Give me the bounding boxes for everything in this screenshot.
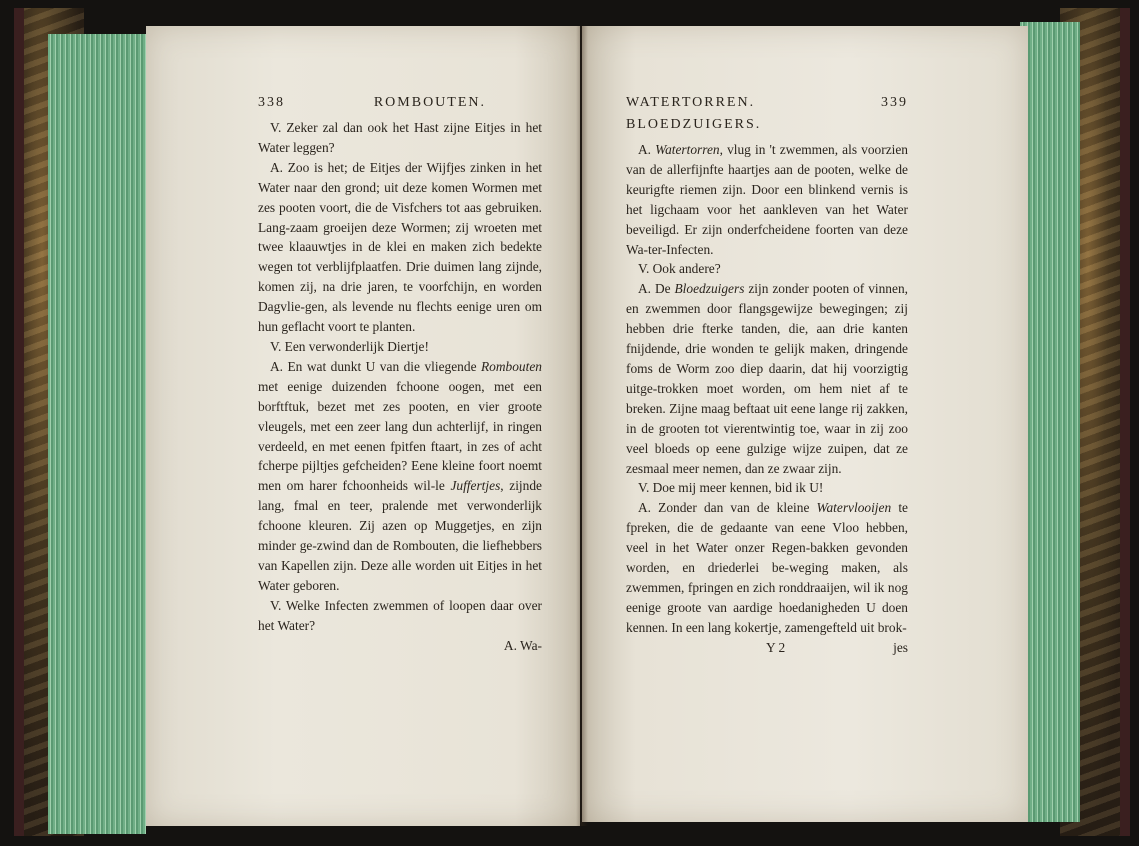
cover-rim-right: [1120, 8, 1130, 836]
right-running-head: [626, 92, 908, 136]
page-number: 338: [258, 95, 285, 110]
running-head-title: WATERTORREN. BLOEDZUIGERS.: [626, 95, 762, 132]
signature-mark: Y 2: [766, 639, 786, 655]
paragraph: A. Zonder dan van de kleine Watervlooijen te fpreken, die de gedaante van eene Vloo hebben, veel in het Water onzer Regen-bakken gevonden worden, en driederlei be-weging maken, als zwemmen, fpringen en zich ronddraaijen, wil ik nog eenige groote van aardige hoedanigheden U doen kennen. In een lang kokertje, zamengefteld uit brok-: [626, 500, 908, 635]
paragraph: V. Ook andere?: [638, 261, 721, 277]
cover-rim-left: [14, 8, 24, 836]
page-number: 339: [881, 95, 908, 110]
paragraph: A. Watertorren, vlug in 't zwemmen, als voorzien van de allerfijnfte haartjes aan de pooten, welke de keurigfte riemen zijn. Door een blinkend vernis is het ligchaam voor het aankleven van het Water beveiligd. Er zijn onderfcheidene foorten van deze Wa-ter-Infecten.: [626, 142, 908, 257]
paragraph: V. Een verwonderlijk Diertje!: [270, 338, 429, 354]
page-edges-left: [48, 34, 146, 834]
page-edges-right: [1020, 22, 1080, 822]
catchword: A. Wa-: [503, 637, 542, 653]
italic-term: Watervlooijen: [816, 500, 892, 516]
italic-term: Bloedzuigers: [674, 281, 745, 297]
catchword: jes: [893, 639, 908, 655]
right-page-text: [626, 92, 908, 658]
left-running-head: [258, 92, 542, 114]
running-head-title: ROMBOUTEN.: [373, 95, 486, 110]
paragraph: A. De Bloedzuigers zijn zonder pooten of vinnen, en zwemmen door flangsgewijze bewegingen; zij hebben drie fterke tanden, die, aan drie kanten fnijdende, drie wonden te gelijk maken, dringende foms de Worm zoo diep daarin, dat hij voorzigtig uitge-trokken moet worden, om hem niet af te breken. Zijne maag beftaat uit eene lange rij zakken, in de grooten tot vierentwintig toe, waar in zij zoo veel bloeds op eene gulzige wijze zuipen, dat ze zesmaal meer nemen, dan ze zwaar zijn.: [626, 281, 908, 476]
left-page-text: [258, 92, 542, 655]
book-gutter: [576, 26, 588, 826]
paragraph: V. Doe mij meer kennen, bid ik U!: [638, 480, 824, 496]
italic-term: Watertorren: [655, 142, 720, 157]
paragraph: V. Welke Infecten zwemmen of loopen daar over het Water?: [258, 597, 542, 633]
italic-term: Rombouten: [481, 358, 542, 374]
paragraph: A. Zoo is het; de Eitjes der Wijfjes zinken in het Water naar den grond; uit deze komen Wormen met zes pooten voort, die de Visfchers tot aas gebruiken. Lang-zaam groeijen deze Wormen; zij wroeten met twee klaauwtjes in de klei en maken zich bedekte wegen tot verblijfplaatfen. Drie duimen lang zijnde, komen zij, na drie jaren, te voorfchijn, en worden Dagvlie-gen, als levende nu flechts eenige uren om hun geflacht voort te planten.: [258, 159, 542, 335]
paragraph: V. Zeker zal dan ook het Hast zijne Eitjes in het Water leggen?: [258, 120, 542, 155]
italic-term: Juffertjes: [450, 478, 501, 494]
paragraph: A. En wat dunkt U van die vliegende Rombouten met eenige duizenden fchoone oogen, met een borftftuk, bezet met zes pooten, en vier groote vleugels, met een zeer lang dun achterlijf, in ringen verdeeld, en met eenen fpitfen ftaart, in zes of acht fcherpe pijltjes gefcheiden? Eene kleine foort noemt men om harer fchoonheids wil-le Juffertjes, zijnde lang, fmal en teer, pralende met verwonderlijk fchoone kleuren. Zij azen op Muggetjes, en zijn minder ge-zwind dan de Rombouten, die liefhebbers van Kapellen zijn. Deze alle worden uit Eitjes in het Water geboren.: [258, 358, 542, 593]
page-footer: [626, 638, 908, 658]
